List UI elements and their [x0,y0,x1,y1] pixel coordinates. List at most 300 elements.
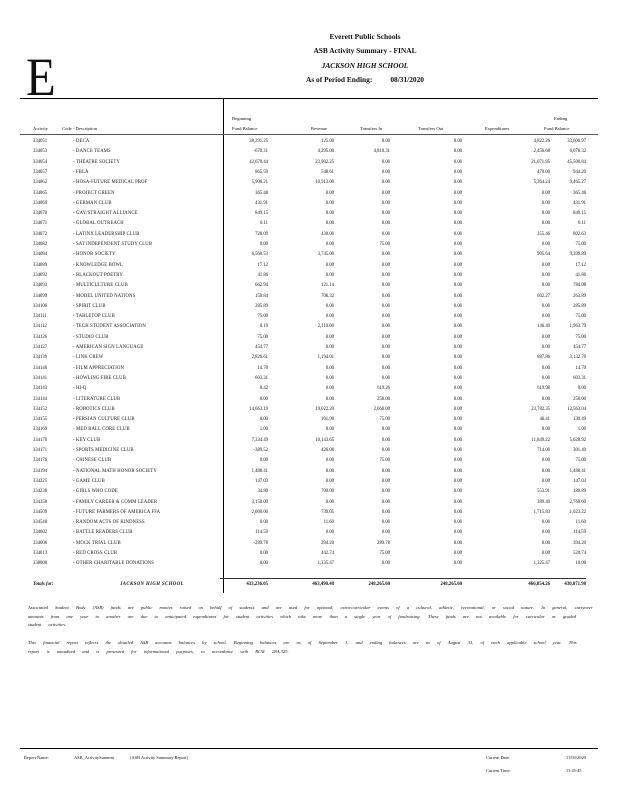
expenditures: 0.00 [541,200,550,206]
expenditures: 0.00 [541,530,550,536]
revenue: 0.00 [325,190,334,196]
beginning-balance: 1.00 [259,427,268,433]
activity-description: - BATTLE READERS CLUB [73,530,133,536]
beginning-balance: 0.00 [259,551,268,556]
transfers-in: 0.00 [381,489,390,495]
revenue: 0.00 [325,262,334,268]
ending-balance: 802.63 [573,231,586,237]
expenditures: 905.64 [537,252,550,258]
beginning-balance: 14,663.19 [249,406,268,412]
activity-code: 334152 [33,406,48,412]
revenue: 0.00 [325,499,334,505]
revenue: 125.00 [321,139,334,144]
table-row [0,158,618,168]
table-row [0,405,618,415]
totals-revenue: 463,490.48 [312,582,334,587]
revenue: 11.60 [323,520,334,526]
totals-expenditures: 466,854.26 [528,582,550,587]
ending-balance: 9,465.27 [569,180,586,186]
activity-description: - PROJECT GREEN [73,190,115,196]
expenditures: 0.00 [541,211,550,217]
revenue: 23,902.25 [315,159,334,165]
beginning-balance: 662.94 [255,283,268,289]
activity-description: - SPORTS MEDICINE CLUB [73,448,134,453]
ending-balance: 114.59 [573,530,586,536]
ending-balance: 11.60 [575,520,586,526]
expenditures: 553.91 [537,489,550,495]
activity-code: 334171 [33,448,48,453]
note-paragraph-1: Associated Student Body (ASB) funds are public monies raised on behalf of students and are used for optional, extra-curricular events of a cultural, athletic, recreational, or social nature. In general, carryover amounts from one year to another are due to anticipated expenditures for student activities which take more than a single year of fundraising. These funds are not available for curricular or graded student activities. [28,605,593,627]
transfers-out: 0.00 [453,355,462,361]
transfers-out: 0.00 [453,437,462,443]
expenditures: 0.00 [541,540,550,546]
transfers-out: 0.00 [453,530,462,536]
beginning-balance: 0.00 [259,417,268,423]
transfers-in: 250.00 [377,396,390,402]
activity-code: 334170 [33,437,48,443]
table-row [0,528,618,538]
expenditures: 23,782.35 [531,406,550,412]
activity-description: - RED CROSS CLUB [73,551,118,556]
activity-description: - GIRLS WHO CODE [73,489,118,495]
activity-code: 334070 [33,211,48,217]
table-row [0,353,618,363]
beginning-balance: 454.77 [255,345,268,350]
activity-description: - DECA [73,139,90,144]
transfers-in: 0.00 [381,468,390,474]
report-name: ASB_ActivitySummm [74,755,115,760]
expenditures: 2,456.68 [533,149,550,155]
transfers-out: 0.00 [453,345,462,350]
ending-balance: 10.00 [575,561,586,567]
transfers-out: 0.00 [453,489,462,495]
revenue: 0.00 [325,478,334,484]
transfers-out: 0.00 [453,221,462,227]
transfers-in: 0.00 [381,252,390,258]
beginning-balance: -389.52 [253,448,268,453]
revenue: 1,335.47 [317,561,334,567]
table-row [0,467,618,477]
expenditures: 0.00 [541,345,550,350]
transfers-out: 0.00 [453,540,462,546]
revenue: 3,745.00 [317,252,334,258]
expenditures: 0.00 [541,365,550,371]
revenue: 0.00 [325,386,334,392]
activity-description: - FILM APPRECIATION [73,365,125,371]
table-row [0,271,618,281]
table-row [0,384,618,394]
beginning-balance: 728.09 [255,231,268,237]
col-transfers-in: Transfers In [360,126,383,131]
activity-code: 334106 [33,303,48,309]
table-row [0,168,618,178]
activity-code: 334099 [33,293,48,299]
table-row [0,477,618,487]
expenditures: 0.00 [541,478,550,484]
table-row [0,261,618,271]
ending-balance: 1.00 [577,427,586,433]
transfers-out: 0.00 [453,272,462,278]
beginning-balance: 603.31 [255,375,268,381]
table-row [0,425,618,435]
beginning-balance: 14.70 [257,365,268,371]
current-date: 11/03/2020 [566,755,586,760]
beginning-balance: 7,334.49 [251,437,268,443]
table-row [0,343,618,353]
activity-code: 334238 [33,489,48,495]
expenditures: 714.00 [537,448,550,453]
table-row [0,487,618,497]
table-row [0,539,618,549]
col-transfers-out: Transfers Out [418,126,444,131]
revenue: 430.00 [321,231,334,237]
revenue: 0.00 [325,211,334,217]
totals-row [0,580,618,590]
table-row [0,292,618,302]
revenue: 739.05 [321,509,334,515]
revenue: 101.90 [321,417,334,423]
table-row [0,250,618,260]
expenditures: 4,822.26 [533,139,550,144]
transfers-out: 0.00 [453,365,462,371]
transfers-in: 0.00 [381,499,390,505]
ending-balance: 75.00 [575,334,586,340]
table-row [0,415,618,425]
beginning-balance: 0.42 [259,386,268,392]
expenditures: 11,849.22 [531,437,550,443]
table-row [0,436,618,446]
beginning-balance: 0.00 [259,561,268,567]
activity-code: 334111 [33,314,47,320]
table-row [0,199,618,209]
header-underline [20,134,598,135]
activity-code: 334155 [33,417,48,423]
totals-rule [220,578,586,579]
transfers-in: 0.00 [381,437,390,443]
beginning-balance: 365.48 [255,190,268,196]
revenue: 700.00 [321,489,334,495]
expenditures: 0.00 [541,396,550,402]
ending-balance: 33,600.97 [567,139,586,144]
transfers-out: 0.00 [453,200,462,206]
table-row [0,374,618,384]
table-row [0,312,618,322]
activity-description: - FBLA [73,169,89,175]
activity-code: 338000 [33,561,48,567]
revenue: 0.00 [325,221,334,227]
table-row [0,549,618,559]
current-time: 11:45:45 [566,768,582,773]
beginning-balance: 1,488.41 [251,468,268,474]
activity-code: 334144 [33,396,48,402]
transfers-in: 0.00 [381,211,390,217]
activity-description: - HOWLING FIRE CLUB [73,375,126,381]
current-time-label: Current Time: [486,768,511,773]
activity-code: 334082 [33,242,48,247]
ending-balance: 41.86 [575,272,586,278]
beginning-balance: 431.91 [255,200,268,206]
revenue: 442.74 [321,551,334,556]
transfers-in: 0.00 [381,180,390,186]
table-row [0,137,618,147]
activity-description: - LINK CREW [73,355,104,361]
activity-code: 334613 [33,551,48,556]
transfers-in: 0.00 [381,334,390,340]
transfers-out: 0.00 [453,561,462,567]
col-expenditures: Expenditures [485,126,510,131]
ending-balance: 0.11 [577,221,586,227]
period-date: 08/31/2020 [390,75,424,84]
col-beginning: Beginning [232,116,252,121]
activity-code: 334540 [33,520,48,526]
totals-ending: 430,071.98 [564,582,586,587]
expenditures: 0.00 [541,272,550,278]
transfers-in: 0.00 [381,283,390,289]
transfers-in: 0.00 [381,169,390,175]
activity-code: 334089 [33,262,48,268]
table-row [0,147,618,157]
period-label: As of Period Ending: [306,75,373,84]
beginning-balance: 0.00 [259,396,268,402]
table-row [0,518,618,528]
expenditures: 0.00 [541,314,550,320]
activity-description: - SPIRIT CLUB [73,303,106,309]
transfers-out: 0.00 [453,478,462,484]
expenditures: 0.00 [541,242,550,247]
beginning-balance: 865.59 [255,169,268,175]
revenue: 0.00 [325,427,334,433]
transfers-out: 0.00 [453,448,462,453]
transfers-in: 0.00 [381,427,390,433]
transfers-out: 0.00 [453,211,462,217]
transfers-out: 0.00 [453,396,462,402]
revenue: 1,194.01 [317,355,334,361]
totals-school: JACKSON HIGH SCHOOL [120,582,184,587]
transfers-out: 0.00 [453,262,462,268]
transfers-out: 0.00 [453,252,462,258]
activity-description: - KNOWLEDGE BOWL [73,262,124,268]
ending-balance: 0.00 [577,386,586,392]
ending-balance: 75.00 [575,242,586,247]
activity-code: 334169 [33,427,48,433]
table-row [0,209,618,219]
ending-balance: 75.00 [575,458,586,464]
ending-balance: 2,760.60 [569,499,586,505]
transfers-in: 0.00 [381,355,390,361]
expenditures: 0.00 [541,458,550,464]
note-paragraph-2: This financial report reflects the detailed ASB accounts balances by school. Beginning balances are as of September 1, and ending balances are as of August 31, of each applicable school year. This report is unaudited and is presented for informational purposes, in accordance with RCW 28A.325. [28,640,577,654]
transfers-out: 0.00 [453,334,462,340]
transfers-in: 2,660.00 [373,406,390,412]
transfers-in: 0.00 [381,190,390,196]
transfers-out: 0.00 [453,386,462,392]
activity-description: - MOCK TRIAL CLUB [73,540,121,546]
transfers-out: 0.00 [453,190,462,196]
activity-description: - DANCE TEAMS [73,149,111,155]
revenue: 394.20 [321,540,334,546]
transfers-out: 0.00 [453,180,462,186]
revenue: 0.00 [325,272,334,278]
activity-description: - THEATRE SOCIETY [73,159,120,165]
activity-description: - GLOBAL OUTREACH [73,221,124,227]
activity-code: 334350 [33,499,48,505]
table-row [0,240,618,250]
revenue: 0.00 [325,334,334,340]
transfers-in: 0.00 [381,272,390,278]
activity-description: - TECH STUDENT ASSOCIATION [73,324,146,330]
activity-code: 334509 [33,509,48,515]
activity-code: 334069 [33,200,48,206]
ending-balance: 3,132.76 [569,355,586,361]
transfers-out: 0.00 [453,242,462,247]
transfers-out: 0.00 [453,159,462,165]
col-ending: Ending [554,116,568,121]
activity-code: 334139 [33,355,48,361]
activity-code: 334054 [33,159,48,165]
activity-code: 334084 [33,252,48,258]
activity-code: 334225 [33,478,48,484]
transfers-out: 0.00 [453,169,462,175]
report-description: (ASB Activity Summary Report) [130,755,188,760]
school-name: JACKSON HIGH SCHOOL [321,61,409,70]
activity-description: - GAME CLUB [73,478,105,484]
revenue: 0.00 [325,468,334,474]
beginning-balance: 5,906.21 [251,180,268,186]
transfers-in: 4,810.31 [373,149,390,155]
totals-transfers-out: 248,265.60 [440,582,462,587]
beginning-balance: 34.80 [257,489,268,495]
district-name: Everett Public Schools [329,32,401,41]
revenue: 426.08 [321,448,334,453]
ending-balance: 45,500.84 [567,159,586,165]
activity-description: - LATINX LEADERSHIP CLUB [73,231,140,237]
col-fund-balance: Fund Balance [232,126,258,131]
activity-code: 334194 [33,468,48,474]
ending-balance: 394.20 [573,540,586,546]
transfers-out: 0.00 [453,139,462,144]
activity-code: 334602 [33,530,48,536]
activity-description: - HI-Q [73,386,87,392]
totals-label: Totals for: [33,582,54,587]
expenditures: 1,715.83 [533,509,550,515]
col-activity: Activity [33,126,49,131]
activity-code: 334112 [33,324,47,330]
activity-code: 334053 [33,149,48,155]
expenditures: 619.98 [537,386,550,392]
activity-description: - HOSA-FUTURE MEDICAL PROF [73,180,148,186]
beginning-balance: 0.00 [259,242,268,247]
activity-description: - STUDIO CLUB [73,334,109,340]
ending-balance: 849.15 [573,211,586,217]
revenue: 19,022.20 [315,406,334,412]
expenditures: 602.27 [537,293,550,299]
beginning-balance: 17.12 [257,262,268,268]
beginning-balance: -289.78 [253,540,268,546]
table-row [0,446,618,456]
transfers-in: 0.00 [381,200,390,206]
beginning-balance: 41.86 [257,272,268,278]
totals-beginning: 433,236.05 [246,582,268,587]
beginning-balance: 2,000.00 [251,509,268,515]
transfers-out: 0.00 [453,520,462,526]
ending-balance: 180.89 [573,489,586,495]
transfers-out: 0.00 [453,375,462,381]
revenue: 0.00 [325,200,334,206]
activity-description: - NATIONAL MATH HONOR SOCIETY [73,468,157,474]
ending-balance: 130.49 [573,417,586,423]
expenditures: 1,325.47 [533,561,550,567]
beginning-balance: 75.00 [257,314,268,320]
table-row [0,178,618,188]
table-row [0,322,618,332]
transfers-in: 0.00 [381,345,390,350]
revenue: 0.00 [325,303,334,309]
transfers-in: 0.00 [381,139,390,144]
activity-code: 334051 [33,139,48,144]
revenue: 10,143.65 [315,437,334,443]
revenue: 10,913.00 [315,180,334,186]
activity-description: - SAT INDEPENDENT STUDY CLUB [73,242,153,247]
beginning-balance: 38,291.25 [249,139,268,144]
transfers-in: 0.00 [381,293,390,299]
ending-balance: 250.00 [573,396,586,402]
beginning-balance: 159.84 [255,293,268,299]
period-line [200,75,530,84]
activity-code: 334606 [33,540,48,546]
transfers-in: 0.00 [381,303,390,309]
activity-code: 334071 [33,221,48,227]
transfers-in: 0.00 [381,375,390,381]
activity-description: - GAY/STRAIGHT ALLIANCE [73,211,138,217]
transfers-out: 0.00 [453,324,462,330]
table-row [0,219,618,229]
report-title: ASB Activity Summary - FINAL [313,46,417,55]
activity-description: - ROBOTICS CLUB [73,406,115,412]
activity-description: - MED BALL CORE CLUB [73,427,130,433]
transfers-out: 0.00 [453,231,462,237]
transfers-in: 0.00 [381,478,390,484]
activity-description: - MODEL UNITED NATIONS [73,293,136,299]
activity-code: 334057 [33,169,48,175]
ending-balance: 1,963.79 [569,324,586,330]
activity-code: 334072 [33,231,48,237]
beginning-balance: 3,150.00 [251,499,268,505]
activity-description: - CHINESE CLUB [73,458,112,464]
beginning-balance: 0.00 [259,520,268,526]
revenue: 0.00 [325,396,334,402]
beginning-balance: 75.00 [257,334,268,340]
activity-description: - GERMAN CLUB [73,200,112,206]
revenue: 0.00 [325,314,334,320]
transfers-out: 0.00 [453,406,462,412]
ending-balance: 603.31 [573,375,586,381]
ending-balance: 944.20 [573,169,586,175]
beginning-balance: 285.89 [255,303,268,309]
ending-balance: 285.89 [573,303,586,309]
activity-code: 334092 [33,272,48,278]
activity-code: 334140 [33,365,48,371]
expenditures: 887.86 [537,355,550,361]
beginning-balance: 0.19 [259,324,268,330]
totals-transfers-in: 248,265.60 [368,582,390,587]
activity-description: - HONOR SOCIETY [73,252,116,258]
transfers-out: 0.00 [453,417,462,423]
activity-description: - FUTURE FARMERS OF AMERICA FFA [73,509,161,515]
transfers-in: 0.00 [381,561,390,567]
activity-code: 334065 [33,190,48,196]
beginning-balance: 147.03 [255,478,268,484]
top-rule [20,98,598,99]
